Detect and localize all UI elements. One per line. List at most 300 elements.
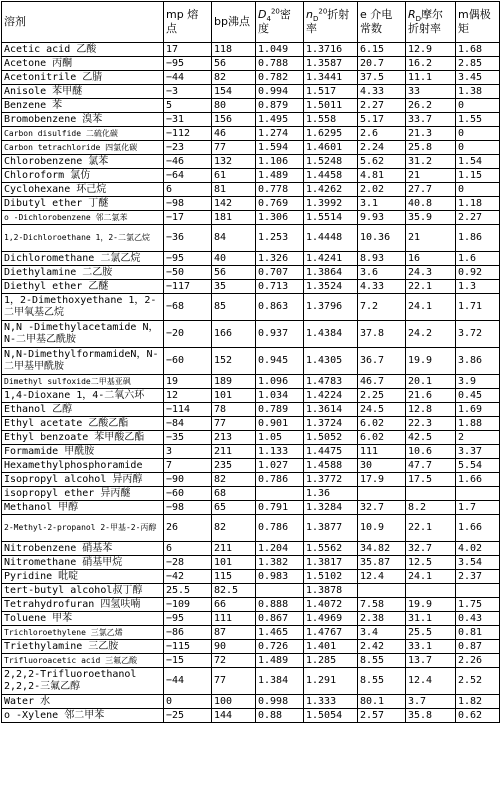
solvent-name-cell: Ethanol 乙醇 [2,403,164,417]
molar-refraction-cell: 12.8 [406,403,456,417]
header-label: 摩尔折射率 [408,8,444,35]
dipole-moment-cell: 0.81 [456,626,500,640]
melting-point-cell: −95 [164,612,212,626]
header-molar-refraction [406,2,456,43]
header-label: 溶剂 [4,15,26,28]
solvent-name-cell: 2-Methyl-2-propanol 2-甲基-2-丙醇 [2,515,164,542]
header-label: 折射率 [306,8,350,35]
melting-point-cell: −86 [164,626,212,640]
refractive-index-cell: 1.36 [304,487,358,501]
density-cell: 1.326 [256,252,304,266]
melting-point-cell: 6 [164,542,212,556]
melting-point-cell: 6 [164,183,212,197]
table-row [2,155,500,169]
refractive-index-cell: 1.4969 [304,612,358,626]
solvent-name-cell: Diethylamine 二乙胺 [2,266,164,280]
dipole-moment-cell [456,584,500,598]
dipole-moment-cell: 1.75 [456,598,500,612]
molar-refraction-cell: 31.1 [406,612,456,626]
density-cell: 0.786 [256,515,304,542]
melting-point-cell: −31 [164,113,212,127]
table-row [2,389,500,403]
molar-refraction-cell: 22.1 [406,280,456,294]
refractive-index-cell: 1.291 [304,668,358,695]
melting-point-cell: 12 [164,389,212,403]
solvent-name-cell: Dimethyl sulfoxide二甲基亚砜 [2,375,164,389]
melting-point-cell: 0 [164,695,212,709]
solvent-name-cell: Ethyl acetate 乙酸乙酯 [2,417,164,431]
density-cell: 1.465 [256,626,304,640]
boiling-point-cell: 213 [212,431,256,445]
header-dipole-moment [456,2,500,43]
refractive-index-cell: 1.3716 [304,43,358,57]
boiling-point-cell: 82.5 [212,584,256,598]
density-cell: 0.726 [256,640,304,654]
solvent-name-cell: Trichloroethylene 三氯乙烯 [2,626,164,640]
table-row [2,445,500,459]
solvent-name-cell: isopropyl ether 异丙醚 [2,487,164,501]
refractive-index-cell: 1.4588 [304,459,358,473]
melting-point-cell: −17 [164,211,212,225]
dipole-moment-cell: 3.9 [456,375,500,389]
molar-refraction-cell: 31.2 [406,155,456,169]
density-cell: 0.789 [256,403,304,417]
table-row [2,570,500,584]
dipole-moment-cell: 2.37 [456,570,500,584]
solvent-name-cell: 2,2,2-Trifluoroethanol 2,2,2-三氟乙醇 [2,668,164,695]
molar-refraction-cell: 20.1 [406,375,456,389]
dielectric-constant-cell: 5.62 [358,155,406,169]
melting-point-cell: −25 [164,709,212,723]
dipole-moment-cell: 2 [456,431,500,445]
solvent-name-cell: Trifluoroacetic acid 三氟乙酸 [2,654,164,668]
header-subscript: D [312,15,319,24]
refractive-index-cell: 1.401 [304,640,358,654]
dipole-moment-cell: 2.52 [456,668,500,695]
melting-point-cell: −109 [164,598,212,612]
dielectric-constant-cell: 8.55 [358,654,406,668]
table-row [2,473,500,487]
dipole-moment-cell: 2.27 [456,211,500,225]
dipole-moment-cell: 1.7 [456,501,500,515]
dielectric-constant-cell: 12.4 [358,570,406,584]
header-label: 密度 [258,8,291,35]
table-row [2,612,500,626]
refractive-index-cell: 1.4241 [304,252,358,266]
dielectric-constant-cell: 8.55 [358,668,406,695]
table-row [2,197,500,211]
molar-refraction-cell: 19.9 [406,348,456,375]
dipole-moment-cell: 4.02 [456,542,500,556]
refractive-index-cell: 1.3796 [304,294,358,321]
table-row [2,294,500,321]
melting-point-cell: 3 [164,445,212,459]
solvent-name-cell: Nitrobenzene 硝基苯 [2,542,164,556]
density-cell: 0.769 [256,197,304,211]
molar-refraction-cell: 12.4 [406,668,456,695]
melting-point-cell: 25.5 [164,584,212,598]
molar-refraction-cell: 11.1 [406,71,456,85]
solvent-name-cell: tert-butyl alcohol叔丁醇 [2,584,164,598]
boiling-point-cell: 87 [212,626,256,640]
solvent-name-cell: Dibutyl ether 丁醚 [2,197,164,211]
dielectric-constant-cell: 9.93 [358,211,406,225]
boiling-point-cell: 142 [212,197,256,211]
dielectric-constant-cell: 5.17 [358,113,406,127]
dipole-moment-cell: 3.86 [456,348,500,375]
solvent-name-cell: N,N -Dimethylacetamide N，N-二甲基乙酰胺 [2,321,164,348]
dipole-moment-cell: 1.6 [456,252,500,266]
boiling-point-cell: 56 [212,266,256,280]
table-row [2,640,500,654]
dielectric-constant-cell: 2.6 [358,127,406,141]
refractive-index-cell: 1.3817 [304,556,358,570]
dielectric-constant-cell: 34.82 [358,542,406,556]
dipole-moment-cell: 1.66 [456,473,500,487]
melting-point-cell: −60 [164,348,212,375]
molar-refraction-cell: 33.1 [406,640,456,654]
molar-refraction-cell: 21 [406,225,456,252]
melting-point-cell: −3 [164,85,212,99]
solvent-name-cell: Dichloromethane 二氯乙烷 [2,252,164,266]
melting-point-cell: −117 [164,280,212,294]
density-cell: 1.382 [256,556,304,570]
density-cell: 0.791 [256,501,304,515]
melting-point-cell: −42 [164,570,212,584]
boiling-point-cell: 211 [212,445,256,459]
refractive-index-cell: 1.3524 [304,280,358,294]
solvent-name-cell: Chloroform 氯仿 [2,169,164,183]
boiling-point-cell: 181 [212,211,256,225]
header-density [256,2,304,43]
molar-refraction-cell: 21.3 [406,127,456,141]
boiling-point-cell: 72 [212,654,256,668]
molar-refraction-cell: 21 [406,169,456,183]
density-cell: 0.707 [256,266,304,280]
melting-point-cell: −44 [164,71,212,85]
boiling-point-cell: 101 [212,389,256,403]
boiling-point-cell: 56 [212,57,256,71]
molar-refraction-cell [406,487,456,501]
boiling-point-cell: 84 [212,225,256,252]
refractive-index-cell: 1.333 [304,695,358,709]
melting-point-cell: 17 [164,43,212,57]
molar-refraction-cell: 21.6 [406,389,456,403]
dielectric-constant-cell: 17.9 [358,473,406,487]
header-symbol: D [258,8,267,21]
solvent-name-cell: 1,2-Dichloroethane 1，2-二氯乙烷 [2,225,164,252]
dielectric-constant-cell: 2.02 [358,183,406,197]
boiling-point-cell: 144 [212,709,256,723]
molar-refraction-cell: 24.1 [406,570,456,584]
density-cell [256,487,304,501]
dielectric-constant-cell: 2.38 [358,612,406,626]
boiling-point-cell: 90 [212,640,256,654]
dielectric-constant-cell: 20.7 [358,57,406,71]
boiling-point-cell: 82 [212,473,256,487]
boiling-point-cell: 235 [212,459,256,473]
boiling-point-cell: 156 [212,113,256,127]
solvent-name-cell: Triethylamine 三乙胺 [2,640,164,654]
header-subscript: D [415,15,422,24]
dipole-moment-cell: 1.66 [456,515,500,542]
density-cell: 0.901 [256,417,304,431]
table-row [2,556,500,570]
table-row [2,501,500,515]
table-row [2,348,500,375]
boiling-point-cell: 65 [212,501,256,515]
melting-point-cell: 7 [164,459,212,473]
refractive-index-cell: 1.5011 [304,99,358,113]
boiling-point-cell: 100 [212,695,256,709]
boiling-point-cell: 154 [212,85,256,99]
molar-refraction-cell: 26.2 [406,99,456,113]
table-body [2,43,500,723]
solvent-name-cell: 1,4-Dioxane 1，4-二氧六环 [2,389,164,403]
dielectric-constant-cell: 4.33 [358,280,406,294]
refractive-index-cell: 1.4224 [304,389,358,403]
boiling-point-cell: 68 [212,487,256,501]
boiling-point-cell: 82 [212,71,256,85]
refractive-index-cell: 1.5052 [304,431,358,445]
table-row [2,225,500,252]
boiling-point-cell: 152 [212,348,256,375]
molar-refraction-cell: 16.2 [406,57,456,71]
density-cell: 0.998 [256,695,304,709]
melting-point-cell: −23 [164,141,212,155]
header-label: mp 熔点 [166,8,199,35]
density-cell: 1.384 [256,668,304,695]
density-cell: 0.863 [256,294,304,321]
table-row [2,515,500,542]
molar-refraction-cell: 35.8 [406,709,456,723]
header-refractive-index [304,2,358,43]
dielectric-constant-cell: 4.33 [358,85,406,99]
dipole-moment-cell: 2.85 [456,57,500,71]
dielectric-constant-cell: 2.42 [358,640,406,654]
density-cell: 1.489 [256,169,304,183]
dielectric-constant-cell: 36.7 [358,348,406,375]
melting-point-cell: −112 [164,127,212,141]
boiling-point-cell: 115 [212,570,256,584]
density-cell: 1.253 [256,225,304,252]
refractive-index-cell: 1.6295 [304,127,358,141]
molar-refraction-cell: 22.1 [406,515,456,542]
header-symbol: n [306,8,313,21]
molar-refraction-cell: 42.5 [406,431,456,445]
boiling-point-cell: 61 [212,169,256,183]
header-dielectric-constant [358,2,406,43]
table-row [2,141,500,155]
molar-refraction-cell: 13.7 [406,654,456,668]
refractive-index-cell: 1.3724 [304,417,358,431]
dielectric-constant-cell: 2.27 [358,99,406,113]
boiling-point-cell: 77 [212,141,256,155]
dipole-moment-cell: 0.92 [456,266,500,280]
refractive-index-cell: 1.5054 [304,709,358,723]
density-cell: 0.778 [256,183,304,197]
refractive-index-cell: 1.4305 [304,348,358,375]
table-row [2,183,500,197]
molar-refraction-cell: 25.5 [406,626,456,640]
boiling-point-cell: 82 [212,515,256,542]
table-row [2,43,500,57]
table-row [2,584,500,598]
melting-point-cell: −115 [164,640,212,654]
boiling-point-cell: 66 [212,598,256,612]
solvent-name-cell: Bromobenzene 溴苯 [2,113,164,127]
boiling-point-cell: 132 [212,155,256,169]
density-cell: 1.027 [256,459,304,473]
dielectric-constant-cell: 6.15 [358,43,406,57]
refractive-index-cell: 1.3877 [304,515,358,542]
header-superscript: 20 [318,7,328,16]
boiling-point-cell: 166 [212,321,256,348]
table-row [2,211,500,225]
molar-refraction-cell: 16 [406,252,456,266]
dipole-moment-cell: 0 [456,183,500,197]
solvent-name-cell: Acetonitrile 乙腈 [2,71,164,85]
table-row [2,266,500,280]
dipole-moment-cell [456,487,500,501]
refractive-index-cell: 1.285 [304,654,358,668]
melting-point-cell: −95 [164,252,212,266]
molar-refraction-cell: 24.3 [406,266,456,280]
dielectric-constant-cell: 37.5 [358,71,406,85]
solvent-name-cell: Hexamethylphosphoramide [2,459,164,473]
refractive-index-cell: 1.3878 [304,584,358,598]
solvent-name-cell: Toluene 甲苯 [2,612,164,626]
dielectric-constant-cell: 2.57 [358,709,406,723]
table-row [2,668,500,695]
density-cell: 0.888 [256,598,304,612]
molar-refraction-cell: 17.5 [406,473,456,487]
boiling-point-cell: 35 [212,280,256,294]
dielectric-constant-cell: 3.4 [358,626,406,640]
solvent-name-cell: Chlorobenzene 氯苯 [2,155,164,169]
dipole-moment-cell: 2.26 [456,654,500,668]
table-row [2,654,500,668]
dipole-moment-cell: 1.3 [456,280,500,294]
dipole-moment-cell: 1.71 [456,294,500,321]
table-row [2,542,500,556]
solvent-name-cell: Acetone 丙酮 [2,57,164,71]
density-cell: 0.937 [256,321,304,348]
table-row [2,280,500,294]
molar-refraction-cell: 33.7 [406,113,456,127]
density-cell: 1.204 [256,542,304,556]
solvent-name-cell: Carbon tetrachloride 四氯化碳 [2,141,164,155]
melting-point-cell: 5 [164,99,212,113]
dipole-moment-cell: 0.45 [456,389,500,403]
boiling-point-cell: 40 [212,252,256,266]
table-row [2,459,500,473]
density-cell: 1.495 [256,113,304,127]
molar-refraction-cell: 35.9 [406,211,456,225]
dielectric-constant-cell: 8.93 [358,252,406,266]
solvent-name-cell: Diethyl ether 乙醚 [2,280,164,294]
solvent-name-cell: Acetic acid 乙酸 [2,43,164,57]
dielectric-constant-cell: 2.24 [358,141,406,155]
melting-point-cell: −20 [164,321,212,348]
dielectric-constant-cell: 6.02 [358,417,406,431]
boiling-point-cell: 77 [212,668,256,695]
solvent-name-cell: Cyclohexane 环己烷 [2,183,164,197]
table-row [2,127,500,141]
dielectric-constant-cell: 10.9 [358,515,406,542]
refractive-index-cell: 1.4448 [304,225,358,252]
density-cell: 1.274 [256,127,304,141]
melting-point-cell: −50 [164,266,212,280]
density-cell: 1.106 [256,155,304,169]
density-cell: 1.05 [256,431,304,445]
refractive-index-cell: 1.4262 [304,183,358,197]
dipole-moment-cell: 1.86 [456,225,500,252]
header-label: e 介电常数 [360,8,393,35]
boiling-point-cell: 81 [212,183,256,197]
boiling-point-cell: 101 [212,556,256,570]
solvent-name-cell: Ethyl benzoate 苯甲酸乙酯 [2,431,164,445]
dipole-moment-cell: 0 [456,99,500,113]
boiling-point-cell: 77 [212,417,256,431]
boiling-point-cell: 85 [212,294,256,321]
dipole-moment-cell: 0.62 [456,709,500,723]
density-cell: 0.782 [256,71,304,85]
molar-refraction-cell: 3.7 [406,695,456,709]
density-cell: 1.489 [256,654,304,668]
dielectric-constant-cell [358,487,406,501]
dielectric-constant-cell: 46.7 [358,375,406,389]
melting-point-cell: −36 [164,225,212,252]
table-row [2,85,500,99]
melting-point-cell: −28 [164,556,212,570]
table-row [2,57,500,71]
table-row [2,709,500,723]
density-cell: 0.879 [256,99,304,113]
boiling-point-cell: 111 [212,612,256,626]
refractive-index-cell: 1.5248 [304,155,358,169]
solvent-name-cell: Anisole 苯甲醚 [2,85,164,99]
table-row [2,487,500,501]
molar-refraction-cell: 25.8 [406,141,456,155]
solvent-name-cell: Benzene 苯 [2,99,164,113]
solvent-name-cell: Nitromethane 硝基甲烷 [2,556,164,570]
refractive-index-cell: 1.517 [304,85,358,99]
dipole-moment-cell: 3.37 [456,445,500,459]
molar-refraction-cell: 33 [406,85,456,99]
refractive-index-cell: 1.3992 [304,197,358,211]
boiling-point-cell: 189 [212,375,256,389]
solvent-name-cell: 1，2-Dimethoxyethane 1，2-二甲氧基乙烷 [2,294,164,321]
table-row [2,252,500,266]
boiling-point-cell: 46 [212,127,256,141]
density-cell: 1.096 [256,375,304,389]
table-row [2,598,500,612]
density-cell: 0.867 [256,612,304,626]
molar-refraction-cell: 47.7 [406,459,456,473]
dielectric-constant-cell: 30 [358,459,406,473]
dielectric-constant-cell [358,584,406,598]
melting-point-cell: 19 [164,375,212,389]
dipole-moment-cell: 1.38 [456,85,500,99]
dipole-moment-cell: 0 [456,127,500,141]
melting-point-cell: −35 [164,431,212,445]
solvent-name-cell: Methanol 甲醇 [2,501,164,515]
melting-point-cell: −15 [164,654,212,668]
density-cell [256,584,304,598]
solvent-properties-table [1,1,500,723]
solvent-name-cell: o -Dichlorobenzene 邻二氯苯 [2,211,164,225]
